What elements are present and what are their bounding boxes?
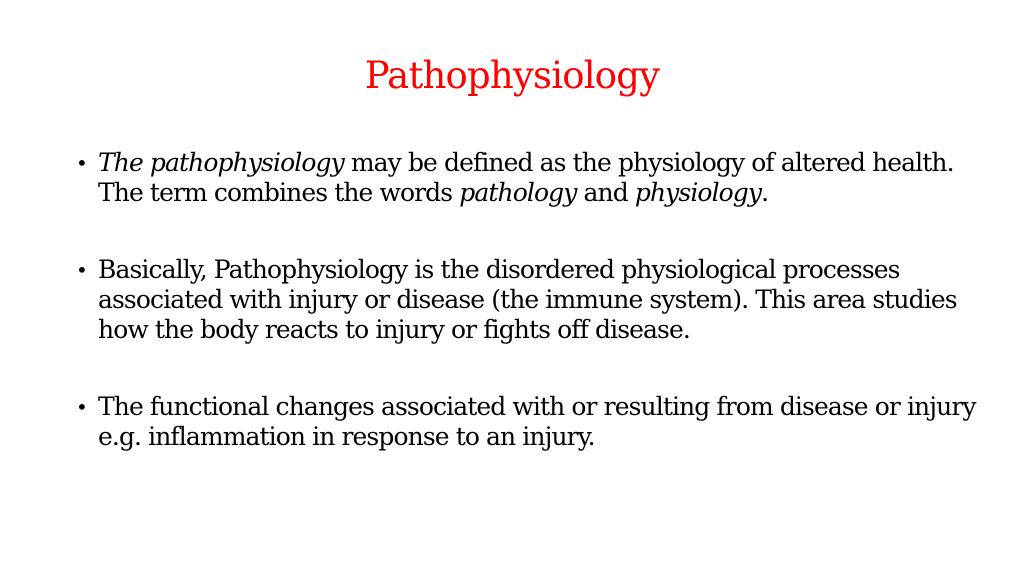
bullet-text-italic: The pathophysiology — [98, 148, 344, 177]
bullet-icon: • — [76, 151, 87, 175]
bullet-text-italic: physiology — [634, 178, 762, 207]
bullet-text: The functional changes associated with or resulting from disease or injury e.g. inflammation in response to an injury. — [98, 392, 976, 451]
bullet-icon: • — [76, 395, 87, 419]
bullet-item — [76, 255, 976, 345]
bullet-item — [76, 392, 976, 452]
bullet-text: . — [761, 178, 769, 207]
slide-title: Pathophysiology — [364, 54, 660, 97]
bullet-text: may be defined as the physiology of altered health. The term combines the words — [98, 148, 954, 207]
bullet-list — [76, 148, 976, 452]
bullet-icon: • — [76, 258, 87, 282]
bullet-text: and — [576, 178, 635, 207]
bullet-item — [76, 148, 976, 208]
bullet-text: Basically, Pathophysiology is the disordered physiological processes associated with injury or disease (the immune system). This area studies how the body reacts to injury or fights off disease. — [98, 255, 957, 344]
bullet-text-italic: pathology — [459, 178, 577, 207]
